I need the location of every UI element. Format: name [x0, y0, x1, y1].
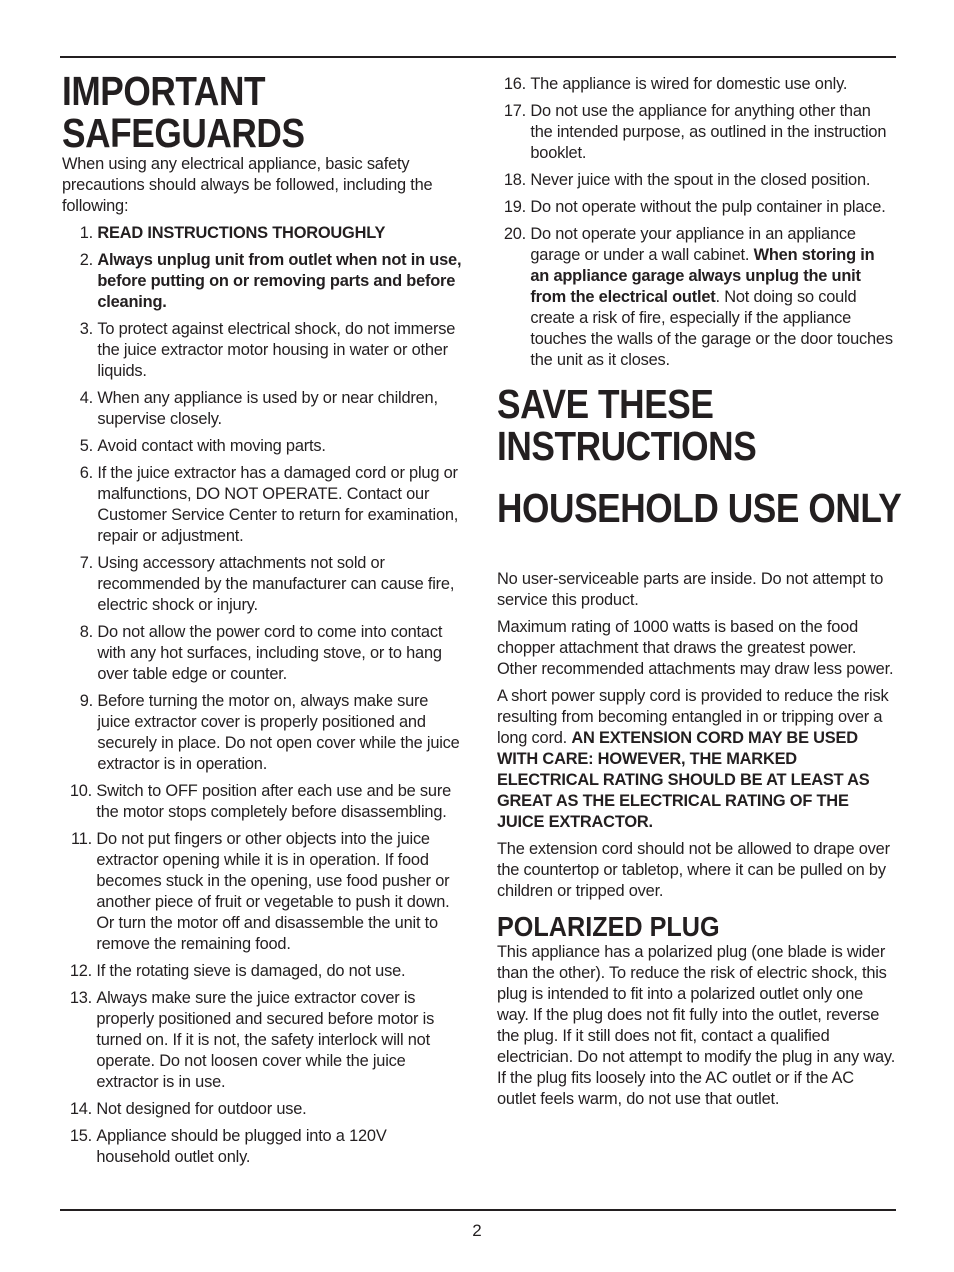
item-text: Before turning the motor on, always make sure juice extractor cover is properly positioned and securely in place. Do not open cover while the juice extractor is in operation. — [97, 692, 460, 773]
item-number: 9. — [79, 692, 93, 710]
list-item — [497, 170, 897, 191]
item-text-part: . Not doing so could create a risk of fire, especially if the appliance touches the walls of the garage or the door touches the unit as it closes. — [530, 288, 893, 369]
cord-text: A short power supply cord is provided to reduce the risk resulting from becoming entangled in or tripping over a long cord. — [497, 687, 889, 747]
list-item — [497, 74, 897, 95]
service-paragraph: No user-serviceable parts are inside. Do not attempt to service this product. — [497, 570, 884, 609]
title-line-1: IMPORTANT — [62, 68, 266, 114]
top-rule — [60, 56, 896, 58]
polarized-plug-text: This appliance has a polarized plug (one blade is wider than the other). To reduce the risk of electric shock, this plug is intended to fit into a polarized outlet only one way. If the plug does not fit fully into the outlet, reverse the plug. If it still does not fit, contact a qualified electrician. Do not attempt to modify the plug in any way. If the plug fits loosely into the AC outlet or if the AC outlet feels warm, do not use that outlet. — [497, 943, 896, 1108]
list-item — [497, 197, 897, 218]
item-number: 14. — [69, 1100, 92, 1118]
item-text: Always unplug unit from outlet when not in use, before putting on or removing parts and before cleaning. — [97, 251, 462, 311]
left-column — [62, 70, 462, 1174]
item-text: If the rotating sieve is damaged, do not use. — [96, 962, 406, 980]
item-number: 20. — [503, 225, 526, 243]
item-text: Always make sure the juice extractor cover is properly positioned and secured before motor is turned on. If it is not, the safety interlock will not operate. Do not loosen cover while the juice extractor is in use. — [96, 989, 435, 1091]
item-number: 5. — [79, 437, 93, 455]
cord-paragraph — [497, 686, 897, 833]
list-item — [62, 223, 462, 244]
safeguards-list-continued — [497, 74, 897, 371]
list-item — [62, 781, 462, 823]
item-number: 18. — [503, 171, 526, 189]
item-text: Do not operate without the pulp container in place. — [530, 198, 886, 216]
item-number: 13. — [69, 989, 92, 1007]
item-number: 2. — [79, 251, 93, 269]
list-item — [497, 101, 897, 164]
item-text: Do not use the appliance for anything other than the intended purpose, as outlined in the instruction booklet. — [530, 102, 887, 162]
item-text: The appliance is wired for domestic use only. — [530, 75, 848, 93]
item-text: READ INSTRUCTIONS THOROUGHLY — [97, 224, 386, 242]
title-line-2: SAFEGUARDS — [62, 110, 305, 156]
save-line-1: SAVE THESE — [497, 381, 714, 427]
item-number: 10. — [69, 782, 92, 800]
list-item — [62, 622, 462, 685]
item-text-part: Do not operate your appliance in an appliance garage or under a wall cabinet. — [530, 225, 856, 264]
page-number: 2 — [472, 1221, 482, 1240]
item-number: 11. — [71, 830, 92, 848]
item-text-bold: When storing in an appliance garage always unplug the unit from the electrical outlet — [530, 246, 875, 306]
safeguards-title — [62, 70, 462, 154]
list-item — [62, 1126, 462, 1168]
list-item — [62, 691, 462, 775]
item-number: 12. — [69, 962, 92, 980]
list-item — [62, 436, 462, 457]
cord-warning: AN EXTENSION CORD MAY BE USED WITH CARE: HOWEVER, THE MARKED ELECTRICAL RATING SHOULD BE AT LEAST AS GREAT AS THE ELECTRICAL RATING OF THE JUICE EXTRACTOR. — [497, 729, 870, 831]
list-item — [62, 961, 462, 982]
item-number: 15. — [69, 1127, 92, 1145]
item-text: Switch to OFF position after each use and be sure the motor stops completely before disassembling. — [96, 782, 451, 821]
save-instructions-heading — [497, 383, 897, 467]
list-item — [62, 250, 462, 313]
bottom-rule — [60, 1209, 896, 1211]
item-number: 6. — [79, 464, 93, 482]
item-number: 3. — [79, 320, 93, 338]
list-item — [497, 224, 897, 371]
list-item — [62, 553, 462, 616]
item-text — [530, 224, 897, 371]
service-notes — [497, 569, 897, 902]
item-number: 17. — [503, 102, 526, 120]
item-text: When any appliance is used by or near children, supervise closely. — [97, 389, 438, 428]
rating-paragraph: Maximum rating of 1000 watts is based on the food chopper attachment that draws the greatest power. Other recommended attachments may draw less power. — [497, 618, 894, 678]
item-text: Do not allow the power cord to come into contact with any hot surfaces, including stove, or to hang over table edge or counter. — [97, 623, 443, 683]
item-number: 8. — [79, 623, 93, 641]
intro-text: When using any electrical appliance, basic safety precautions should always be followed, including the following: — [62, 155, 433, 215]
item-number: 19. — [503, 198, 526, 216]
right-column — [497, 74, 902, 1110]
item-number: 16. — [503, 75, 526, 93]
save-line-2: INSTRUCTIONS — [497, 423, 757, 469]
item-number: 4. — [79, 389, 93, 407]
household-use-heading: HOUSEHOLD USE ONLY — [497, 485, 902, 531]
extension-paragraph: The extension cord should not be allowed to drape over the countertop or tabletop, where it can be pulled on by children or tripped over. — [497, 840, 890, 900]
item-number: 7. — [79, 554, 93, 572]
item-text: Avoid contact with moving parts. — [97, 437, 326, 455]
list-item — [62, 463, 462, 547]
list-item — [62, 388, 462, 430]
item-text: Using accessory attachments not sold or recommended by the manufacturer can cause fire, electric shock or injury. — [97, 554, 455, 614]
list-item — [62, 1099, 462, 1120]
item-text: Not designed for outdoor use. — [96, 1100, 307, 1118]
item-number: 1. — [79, 224, 93, 242]
list-item — [62, 988, 462, 1093]
item-text: Appliance should be plugged into a 120V household outlet only. — [96, 1127, 387, 1166]
item-text: To protect against electrical shock, do not immerse the juice extractor motor housing in water or other liquids. — [97, 320, 456, 380]
item-text: Never juice with the spout in the closed position. — [530, 171, 871, 189]
item-text: Do not put fingers or other objects into the juice extractor opening while it is in operation. If food becomes stuck in the opening, use food pusher or another piece of fruit or vegetable to push it down. Or turn the motor off and disassemble the unit to remove the remaining food. — [96, 830, 450, 953]
polarized-plug-heading: POLARIZED PLUG — [497, 911, 720, 942]
safeguards-list — [62, 223, 462, 1168]
list-item — [62, 829, 462, 955]
list-item — [62, 319, 462, 382]
item-text: If the juice extractor has a damaged cord or plug or malfunctions, DO NOT OPERATE. Contact our Customer Service Center to return for examination, repair or adjustment. — [97, 464, 459, 545]
